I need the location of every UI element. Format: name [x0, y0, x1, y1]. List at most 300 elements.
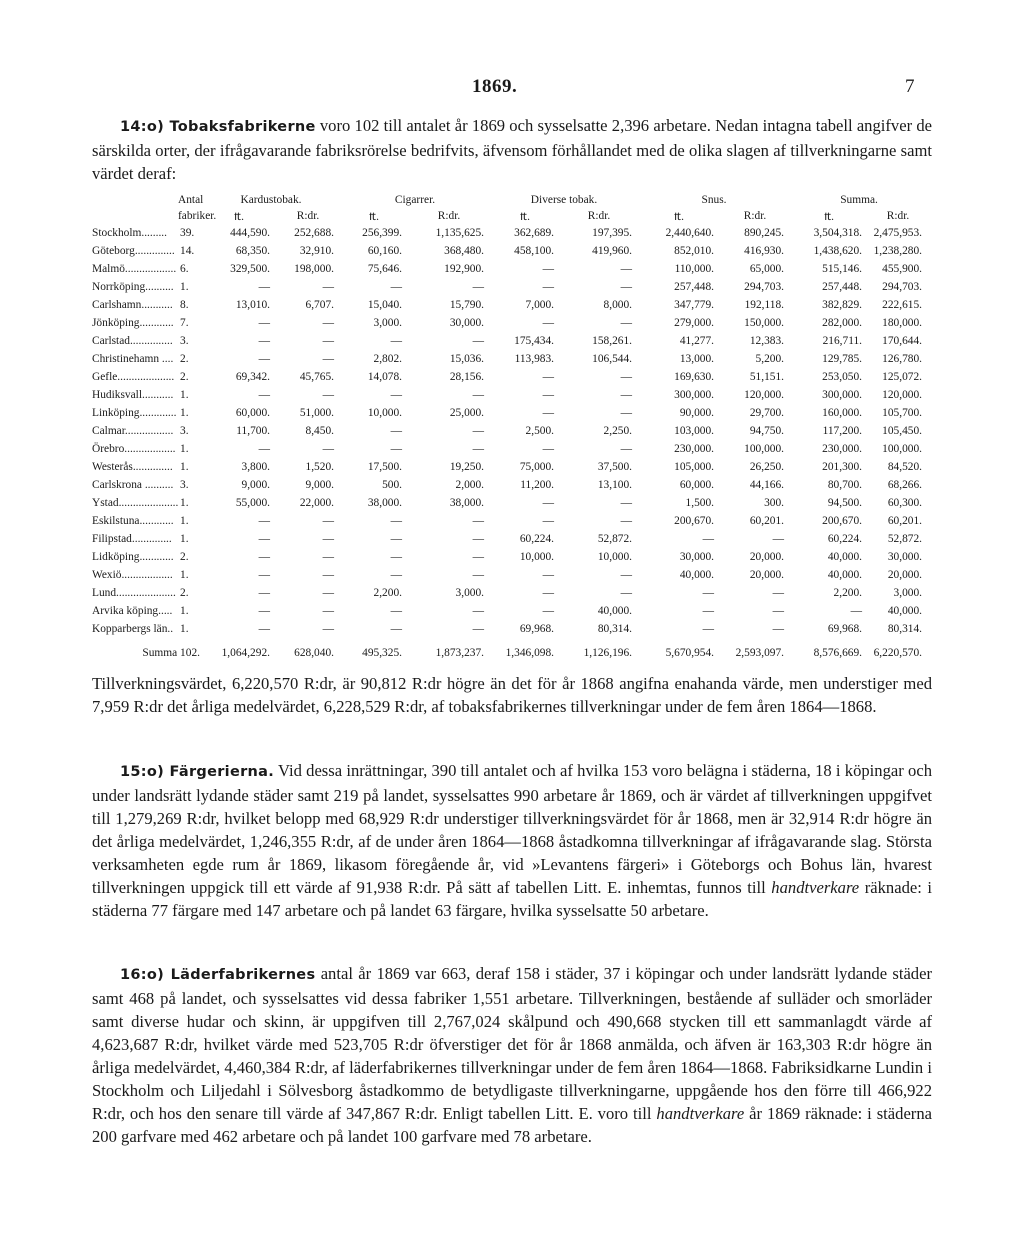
- table-cell: 1,135,625.: [435, 227, 485, 239]
- table-row: [92, 278, 928, 296]
- row-label: Calmar.................: [92, 425, 174, 437]
- table-cell: —: [620, 263, 633, 275]
- table-cell: 22,000.: [299, 497, 334, 509]
- table-cell: 25,000.: [449, 407, 485, 419]
- column-subheader: ₶.: [674, 210, 684, 223]
- table-row: [92, 350, 928, 368]
- table-cell: 38,000.: [449, 497, 485, 509]
- table-cell: 300.: [764, 497, 785, 509]
- italic-term: handtverkare: [656, 1104, 745, 1123]
- table-cell: 13,100.: [597, 479, 633, 491]
- table-row: [92, 260, 928, 278]
- table-cell: 222,615.: [882, 299, 923, 311]
- paragraph-dyeworks: [92, 759, 932, 922]
- table-cell: 362,689.: [514, 227, 555, 239]
- row-label: Carlskrona ..........: [92, 479, 174, 491]
- table-cell: 60,224.: [827, 533, 863, 545]
- column-header: Diverse tobak.: [530, 194, 598, 206]
- table-cell: 419,960.: [592, 245, 633, 257]
- column-header: Kardustobak.: [240, 194, 302, 206]
- row-label: Kopparbergs län..: [92, 623, 174, 635]
- table-cell: 75,000.: [519, 461, 555, 473]
- table-row: [92, 584, 928, 602]
- table-cell: 1.: [180, 461, 189, 473]
- table-cell: 368,480.: [444, 245, 485, 257]
- table-cell: 1,520.: [305, 461, 334, 473]
- page-header: [0, 76, 1024, 100]
- table-row: [92, 422, 928, 440]
- table-cell: 253,050.: [822, 371, 863, 383]
- table-group-header-row: [92, 192, 928, 208]
- table-cell: 100,000.: [882, 443, 923, 455]
- table-cell: 230,000.: [674, 443, 715, 455]
- table-cell: 60,000.: [679, 479, 715, 491]
- table-cell: 29,700.: [749, 407, 785, 419]
- table-cell: —: [850, 605, 863, 617]
- table-cell: 1.: [180, 533, 189, 545]
- table-cell: 7.: [180, 317, 189, 329]
- total-cell: 1,873,237.: [435, 647, 485, 659]
- column-subheader: fabriker.: [178, 210, 217, 222]
- table-cell: —: [472, 551, 485, 563]
- table-cell: —: [472, 623, 485, 635]
- table-cell: —: [472, 515, 485, 527]
- table-cell: 444,590.: [230, 227, 270, 239]
- page-number: 7: [905, 76, 915, 97]
- table-cell: —: [542, 587, 555, 599]
- table-cell: 216,711.: [822, 335, 863, 347]
- table-row: [92, 512, 928, 530]
- table-cell: 3,800.: [241, 461, 270, 473]
- table-cell: 60,160.: [367, 245, 402, 257]
- table-row: [92, 386, 928, 404]
- page-year: 1869.: [472, 76, 518, 97]
- table-cell: 68,266.: [887, 479, 923, 491]
- table-cell: —: [390, 515, 402, 527]
- table-cell: 126,780.: [882, 353, 923, 365]
- table-cell: 170,644.: [882, 335, 923, 347]
- table-cell: 68,350.: [235, 245, 270, 257]
- total-cell: 2,593,097.: [735, 647, 785, 659]
- table-cell: —: [620, 317, 633, 329]
- table-cell: 180,000.: [882, 317, 923, 329]
- paragraph-tanneries: [92, 962, 932, 1148]
- table-cell: 14,078.: [367, 371, 402, 383]
- table-cell: —: [702, 605, 715, 617]
- table-cell: 84,520.: [887, 461, 923, 473]
- table-cell: 1.: [180, 605, 189, 617]
- table-cell: 129,785.: [822, 353, 863, 365]
- table-cell: 100,000.: [744, 443, 785, 455]
- table-cell: 1.: [180, 407, 189, 419]
- table-cell: —: [390, 569, 402, 581]
- row-label: Göteborg..............: [92, 245, 175, 257]
- table-cell: 60,201.: [887, 515, 923, 527]
- table-cell: —: [542, 515, 555, 527]
- table-cell: 55,000.: [235, 497, 270, 509]
- table-cell: 1.: [180, 389, 189, 401]
- table-cell: —: [322, 335, 334, 347]
- table-cell: 44,166.: [749, 479, 785, 491]
- table-cell: 300,000.: [822, 389, 863, 401]
- table-cell: —: [390, 623, 402, 635]
- table-cell: —: [390, 533, 402, 545]
- table-cell: 890,245.: [744, 227, 785, 239]
- table-cell: —: [390, 335, 402, 347]
- table-cell: 3,000.: [455, 587, 485, 599]
- table-cell: —: [620, 587, 633, 599]
- table-cell: 75,646.: [367, 263, 402, 275]
- table-cell: 51,000.: [299, 407, 334, 419]
- table-cell: 2,250.: [603, 425, 633, 437]
- row-label: Lund.....................: [92, 587, 176, 599]
- table-cell: —: [542, 497, 555, 509]
- table-cell: —: [390, 605, 402, 617]
- table-cell: 2,440,640.: [665, 227, 715, 239]
- table-cell: 150,000.: [744, 317, 785, 329]
- row-label: Filipstad..............: [92, 533, 172, 545]
- table-cell: —: [542, 371, 555, 383]
- table-cell: 852,010.: [674, 245, 715, 257]
- table-cell: —: [322, 623, 334, 635]
- row-label: Wexiö..................: [92, 569, 173, 581]
- table-cell: 197,395.: [592, 227, 633, 239]
- table-cell: —: [772, 623, 785, 635]
- paragraph-text: Tillverkningsvärdet, 6,220,570 R:dr, är 90,812 R:dr högre än det för år 1868 angifna enahanda värde, men understiger med 7,959 R:dr det årliga medelvärdet, 6,228,529 R:dr, af tobaksfabrikernes tillverkningar under de fem åren 1864—1868.: [92, 674, 932, 716]
- table-cell: —: [258, 353, 270, 365]
- column-header: Summa.: [840, 194, 878, 206]
- table-cell: 10,000.: [597, 551, 633, 563]
- table-cell: 10,000.: [367, 407, 402, 419]
- table-cell: —: [322, 515, 334, 527]
- table-cell: 105,700.: [882, 407, 923, 419]
- table-cell: —: [322, 317, 334, 329]
- table-cell: 175,434.: [514, 335, 555, 347]
- row-label: Lidköping............: [92, 551, 174, 563]
- table-cell: 40,000.: [597, 605, 633, 617]
- row-label: Hudiksvall...........: [92, 389, 174, 401]
- table-cell: 1,438,620.: [813, 245, 863, 257]
- table-cell: 113,983.: [514, 353, 555, 365]
- table-cell: 8.: [180, 299, 189, 311]
- total-cell: 5,670,954.: [665, 647, 715, 659]
- column-subheader: ₶.: [234, 210, 244, 223]
- table-cell: 120,000.: [744, 389, 785, 401]
- table-cell: 10,000.: [519, 551, 555, 563]
- table-row: [92, 440, 928, 458]
- table-cell: —: [258, 551, 270, 563]
- table-row: [92, 494, 928, 512]
- table-row: [92, 548, 928, 566]
- table-cell: 14.: [180, 245, 195, 257]
- table-cell: 12,383.: [749, 335, 785, 347]
- table-cell: 117,200.: [822, 425, 863, 437]
- column-subheader: ₶.: [824, 210, 834, 223]
- table-cell: 65,000.: [749, 263, 785, 275]
- paragraph-text: antal år 1869 var 663, deraf 158 i städer, 37 i köpingar och under landsrätt lydande städer samt 468 på landet, och sysselsattes vid dessa fabriker 1,551 arbetare. Tillverkningen, bestående af sulläder och smorläder samt diverse hudar och skinn, är uppgifven till 2,767,024 skålpund och 490,668 stycken till ett sammanlagdt värde af 4,623,687 R:dr, hvilket värde med 523,705 R:dr öfverstiger det för år 1868 anmälda, och äfven är 163,303 R:dr högre än årliga medelvärdet, 4,460,384 R:dr, af läderfabrikernes tillverkningar under de fem åren 1864—1868. Fabriksidkarne Lundin i Stockholm och Liljedahl i Sölvesborg åstadkommo de betydligaste tillverkningarne, uppgående hos den förre till 466,922 R:dr, och hos den senare till värde af 347,867 R:dr. Enligt tabellen Litt. E. voro till: [92, 964, 932, 1123]
- total-cell: 1,064,292.: [221, 647, 270, 659]
- table-cell: 51,151.: [749, 371, 785, 383]
- table-cell: 11,700.: [236, 425, 270, 437]
- table-cell: —: [258, 443, 270, 455]
- table-row: [92, 566, 928, 584]
- total-cell: 1,126,196.: [583, 647, 633, 659]
- table-cell: 1.: [180, 515, 189, 527]
- row-label: Carlshamn...........: [92, 299, 173, 311]
- table-cell: —: [390, 281, 402, 293]
- table-cell: 80,314.: [887, 623, 923, 635]
- table-cell: 2.: [180, 371, 189, 383]
- table-cell: 282,000.: [822, 317, 863, 329]
- row-label: Westerås..............: [92, 461, 173, 473]
- row-label: Linköping.............: [92, 407, 177, 419]
- table-cell: 3,504,318.: [813, 227, 863, 239]
- table-cell: —: [702, 587, 715, 599]
- table-cell: —: [542, 263, 555, 275]
- table-cell: 347,779.: [674, 299, 715, 311]
- table-cell: 300,000.: [674, 389, 715, 401]
- table-cell: 2.: [180, 353, 189, 365]
- table-cell: —: [542, 281, 555, 293]
- table-cell: —: [542, 407, 555, 419]
- table-cell: 20,000.: [749, 551, 785, 563]
- table-cell: 1,500.: [685, 497, 715, 509]
- table-cell: 40,000.: [679, 569, 715, 581]
- table-cell: 382,829.: [822, 299, 863, 311]
- table-cell: 94,500.: [827, 497, 863, 509]
- table-cell: —: [702, 533, 715, 545]
- table-cell: 2,475,953.: [873, 227, 923, 239]
- table-cell: —: [322, 281, 334, 293]
- table-cell: 39.: [180, 227, 195, 239]
- table-cell: 1.: [180, 443, 189, 455]
- table-cell: 13,000.: [679, 353, 715, 365]
- table-cell: —: [258, 605, 270, 617]
- table-cell: 37,500.: [597, 461, 633, 473]
- table-cell: 40,000.: [827, 569, 863, 581]
- table-cell: —: [322, 389, 334, 401]
- table-cell: 257,448.: [822, 281, 863, 293]
- table-cell: —: [258, 533, 270, 545]
- table-cell: 416,930.: [744, 245, 785, 257]
- table-cell: 3.: [180, 335, 189, 347]
- table-cell: 52,872.: [597, 533, 633, 545]
- table-cell: —: [322, 605, 334, 617]
- table-cell: 257,448.: [674, 281, 715, 293]
- table-cell: —: [322, 353, 334, 365]
- table-cell: 60,201.: [749, 515, 785, 527]
- table-cell: 32,910.: [299, 245, 334, 257]
- table-cell: 40,000.: [887, 605, 923, 617]
- table-cell: —: [322, 587, 334, 599]
- table-cell: 105,450.: [882, 425, 923, 437]
- table-cell: 8,450.: [305, 425, 334, 437]
- section-heading: 15:o) Färgerierna.: [120, 764, 275, 780]
- table-cell: 40,000.: [827, 551, 863, 563]
- table-row: [92, 602, 928, 620]
- table-cell: —: [542, 389, 555, 401]
- table-cell: —: [620, 497, 633, 509]
- table-cell: —: [542, 317, 555, 329]
- table-cell: 2.: [180, 551, 189, 563]
- column-subheader: ₶.: [369, 210, 379, 223]
- table-cell: 9,000.: [241, 479, 270, 491]
- table-cell: —: [542, 605, 555, 617]
- table-cell: 7,000.: [525, 299, 555, 311]
- paragraph-text: räknade: i städerna 77 färgare med 147 arbetare och på landet 63 färgare, hvilka sysselsatte 50 arbetare.: [92, 878, 933, 920]
- table-cell: —: [620, 515, 633, 527]
- table-cell: —: [472, 533, 485, 545]
- table-cell: 15,036.: [449, 353, 485, 365]
- table-cell: 455,900.: [882, 263, 923, 275]
- table-cell: 60,000.: [235, 407, 270, 419]
- row-label: Ystad.....................: [92, 497, 178, 509]
- table-row: [92, 314, 928, 332]
- row-label: Gefle....................: [92, 371, 175, 383]
- table-cell: 230,000.: [822, 443, 863, 455]
- table-row: [92, 620, 928, 638]
- row-label: Carlstad...............: [92, 335, 173, 347]
- table-cell: 294,703.: [744, 281, 785, 293]
- table-cell: —: [258, 389, 270, 401]
- table-cell: 8,000.: [603, 299, 633, 311]
- column-subheader: R:dr.: [437, 210, 461, 222]
- table-cell: 90,000.: [679, 407, 715, 419]
- table-cell: —: [472, 281, 485, 293]
- table-cell: 15,040.: [367, 299, 402, 311]
- table-cell: 120,000.: [882, 389, 923, 401]
- column-header: Snus.: [701, 194, 727, 206]
- table-cell: —: [390, 389, 402, 401]
- table-cell: —: [620, 407, 633, 419]
- table-cell: 30,000.: [449, 317, 485, 329]
- table-cell: 192,900.: [444, 263, 485, 275]
- table-cell: 13,010.: [235, 299, 270, 311]
- table-row: [92, 530, 928, 548]
- table-cell: 20,000.: [887, 569, 923, 581]
- table-cell: 201,300.: [822, 461, 863, 473]
- table-cell: 30,000.: [887, 551, 923, 563]
- table-cell: —: [390, 443, 402, 455]
- table-cell: 279,000.: [674, 317, 715, 329]
- table-cell: 1.: [180, 497, 189, 509]
- table-cell: —: [620, 443, 633, 455]
- table-cell: —: [390, 425, 402, 437]
- section-heading: 16:o) Läderfabrikernes: [120, 967, 316, 983]
- table-cell: 80,700.: [827, 479, 863, 491]
- column-header-blank: [92, 208, 178, 224]
- table-cell: —: [620, 371, 633, 383]
- table-cell: 125,072.: [882, 371, 923, 383]
- table-cell: 329,500.: [230, 263, 270, 275]
- table-cell: 1.: [180, 623, 189, 635]
- row-label: Stockholm.........: [92, 227, 167, 239]
- column-subheader: R:dr.: [886, 210, 910, 222]
- table-cell: —: [258, 623, 270, 635]
- table-cell: —: [472, 605, 485, 617]
- table-cell: —: [472, 443, 485, 455]
- row-label: Christinehamn ....: [92, 353, 174, 365]
- column-subheader: ₶.: [520, 210, 530, 223]
- paragraph-text: år 1869 räknade: i städerna 200 garfvare med 462 arbetare och på landet 100 garfvare med 78 arbetare.: [92, 1104, 932, 1146]
- total-cell: 8,576,669.: [813, 647, 863, 659]
- table-cell: —: [472, 389, 485, 401]
- table-cell: 192,118.: [744, 299, 785, 311]
- table-cell: —: [258, 569, 270, 581]
- table-cell: —: [258, 515, 270, 527]
- table-cell: 515,146.: [822, 263, 863, 275]
- table-cell: 106,544.: [592, 353, 633, 365]
- table-cell: —: [772, 587, 785, 599]
- table-cell: 169,630.: [674, 371, 715, 383]
- table-cell: —: [772, 533, 785, 545]
- total-cell: 1,346,098.: [505, 647, 555, 659]
- table-cell: 94,750.: [749, 425, 785, 437]
- table-cell: 2,802.: [373, 353, 402, 365]
- row-label: Arvika köping.....: [92, 605, 173, 617]
- table-cell: 26,250.: [749, 461, 785, 473]
- total-cell: 628,040.: [294, 647, 334, 659]
- table-cell: —: [620, 569, 633, 581]
- column-subheader: R:dr.: [743, 210, 767, 222]
- table-cell: 110,000.: [674, 263, 715, 275]
- table-row: [92, 224, 928, 242]
- table-cell: 256,399.: [362, 227, 402, 239]
- table-cell: 252,688.: [294, 227, 334, 239]
- table-cell: 28,156.: [449, 371, 485, 383]
- table-row: [92, 476, 928, 494]
- table-cell: 1.: [180, 569, 189, 581]
- table-cell: 19,250.: [449, 461, 485, 473]
- table-sub-header-row: [92, 208, 928, 224]
- table-cell: 198,000.: [294, 263, 334, 275]
- total-cell: 495,325.: [362, 647, 402, 659]
- table-cell: 158,261.: [592, 335, 633, 347]
- table-cell: 1,238,280.: [873, 245, 923, 257]
- table-row: [92, 332, 928, 350]
- table-row: [92, 368, 928, 386]
- table-cell: —: [322, 533, 334, 545]
- column-subheader: R:dr.: [587, 210, 611, 222]
- paragraph-tobacco: [92, 114, 932, 185]
- table-cell: —: [390, 551, 402, 563]
- table-cell: 160,000.: [822, 407, 863, 419]
- table-cell: 500.: [382, 479, 402, 491]
- table-cell: —: [472, 569, 485, 581]
- row-label: Eskilstuna............: [92, 515, 174, 527]
- table-cell: —: [322, 443, 334, 455]
- table-cell: —: [258, 281, 270, 293]
- paragraph-tobacco-summary: [92, 672, 932, 718]
- table-row: [92, 404, 928, 422]
- table-cell: 69,342.: [235, 371, 270, 383]
- table-cell: 17,500.: [367, 461, 402, 473]
- table-cell: —: [258, 335, 270, 347]
- table-cell: 45,765.: [299, 371, 334, 383]
- section-heading: 14:o) Tobaksfabrikerne: [120, 119, 316, 135]
- table-cell: 11,200.: [520, 479, 555, 491]
- table-cell: 3,000.: [893, 587, 923, 599]
- table-cell: —: [620, 281, 633, 293]
- table-cell: —: [772, 605, 785, 617]
- table-cell: 2,200.: [373, 587, 402, 599]
- table-cell: 458,100.: [514, 245, 555, 257]
- table-cell: —: [702, 623, 715, 635]
- table-cell: 9,000.: [305, 479, 334, 491]
- total-cell: 6,220,570.: [873, 647, 923, 659]
- table-cell: 20,000.: [749, 569, 785, 581]
- table-cell: 103,000.: [674, 425, 715, 437]
